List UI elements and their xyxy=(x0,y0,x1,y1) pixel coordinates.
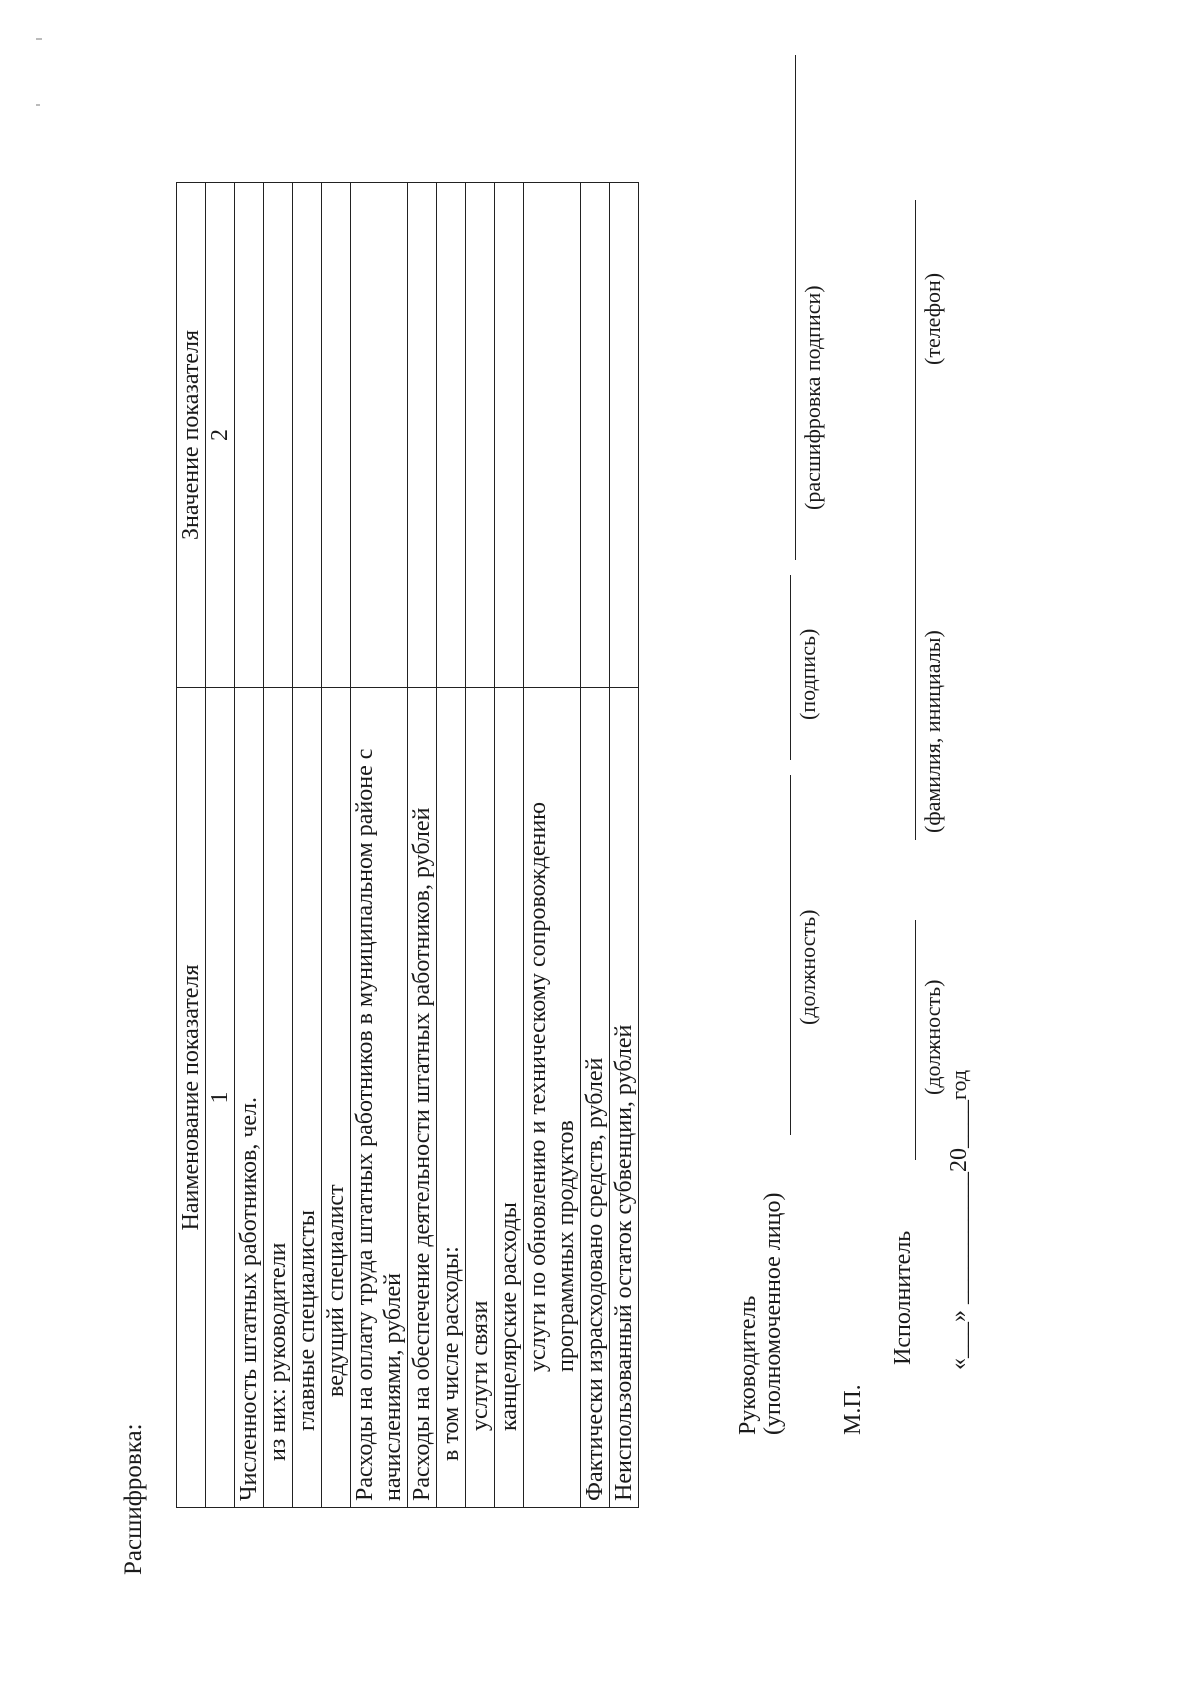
table-row xyxy=(264,183,293,1508)
executor-phone-line[interactable] xyxy=(915,200,916,470)
table-row xyxy=(466,183,495,1508)
row-value[interactable] xyxy=(466,183,495,688)
header-value: Значение показателя xyxy=(177,183,206,688)
table-row xyxy=(610,183,639,1508)
row-value[interactable] xyxy=(264,183,293,688)
row-value[interactable] xyxy=(437,183,466,688)
date-year-label: год xyxy=(946,1069,971,1100)
table-row xyxy=(351,183,408,1508)
row-value[interactable] xyxy=(322,183,351,688)
row-name: ведущий специалист xyxy=(322,688,351,1508)
row-name: Фактически израсходовано средств, рублей xyxy=(581,688,610,1508)
executor-position-line[interactable] xyxy=(915,920,916,1160)
row-value[interactable] xyxy=(581,183,610,688)
row-value[interactable] xyxy=(235,183,264,688)
row-name: в том числе расходы: xyxy=(437,688,466,1508)
executor-phone-caption: (телефон) xyxy=(920,272,945,365)
executor-name-caption: (фамилия, инициалы) xyxy=(920,630,945,833)
row-name: из них: руководители xyxy=(264,688,293,1508)
row-name: услуги связи xyxy=(466,688,495,1508)
decode-table xyxy=(176,182,639,1508)
row-value[interactable] xyxy=(610,183,639,688)
executor-name-line[interactable] xyxy=(915,470,916,840)
table-row xyxy=(437,183,466,1508)
row-name: Расходы на оплату труда штатных работников в муниципальном районе с начислениями, рублей xyxy=(351,688,408,1508)
row-value[interactable] xyxy=(351,183,408,688)
head-position-line[interactable] xyxy=(790,775,791,1135)
row-name: Численность штатных работников, чел. xyxy=(235,688,264,1508)
table-row xyxy=(524,183,581,1508)
row-name: услуги по обновлению и техническому сопровождению программных продуктов xyxy=(525,801,579,1372)
row-value[interactable] xyxy=(495,183,524,688)
table-row xyxy=(408,183,437,1508)
row-value[interactable] xyxy=(293,183,322,688)
head-decode-line[interactable] xyxy=(795,55,796,560)
head-signature-caption: (подпись) xyxy=(795,628,820,720)
column-number-2: 2 xyxy=(206,183,235,688)
head-label: Руководитель xyxy=(735,1295,761,1435)
head-position-caption: (должность) xyxy=(795,909,820,1025)
table-row xyxy=(293,183,322,1508)
executor-label: Исполнитель xyxy=(890,1230,916,1365)
head-label-sub: (уполномоченное лицо) xyxy=(760,1192,786,1435)
head-decode-caption: (расшифровка подписи) xyxy=(800,285,825,510)
column-number-1: 1 xyxy=(206,688,235,1508)
table-row xyxy=(581,183,610,1508)
executor-position-caption: (должность) xyxy=(920,979,945,1095)
head-signature-line[interactable] xyxy=(790,575,791,760)
table-row xyxy=(235,183,264,1508)
row-name: канцелярские расходы xyxy=(495,688,524,1508)
row-name: Расходы на обеспечение деятельности штатных работников, рублей xyxy=(408,688,437,1508)
stamp-label: М.П. xyxy=(840,1384,866,1435)
header-name: Наименование показателя xyxy=(177,688,206,1508)
table-row xyxy=(495,183,524,1508)
row-name-wrap xyxy=(524,688,581,1508)
decode-heading: Расшифровка: xyxy=(120,1423,147,1575)
row-name: Неиспользованный остаток субвенции, рублей xyxy=(610,688,639,1508)
row-value[interactable] xyxy=(408,183,437,688)
date-line[interactable]: «___» ___________20____ xyxy=(946,1100,972,1370)
table-row xyxy=(322,183,351,1508)
row-value[interactable] xyxy=(524,183,581,688)
row-name: главные специалисты xyxy=(293,688,322,1508)
